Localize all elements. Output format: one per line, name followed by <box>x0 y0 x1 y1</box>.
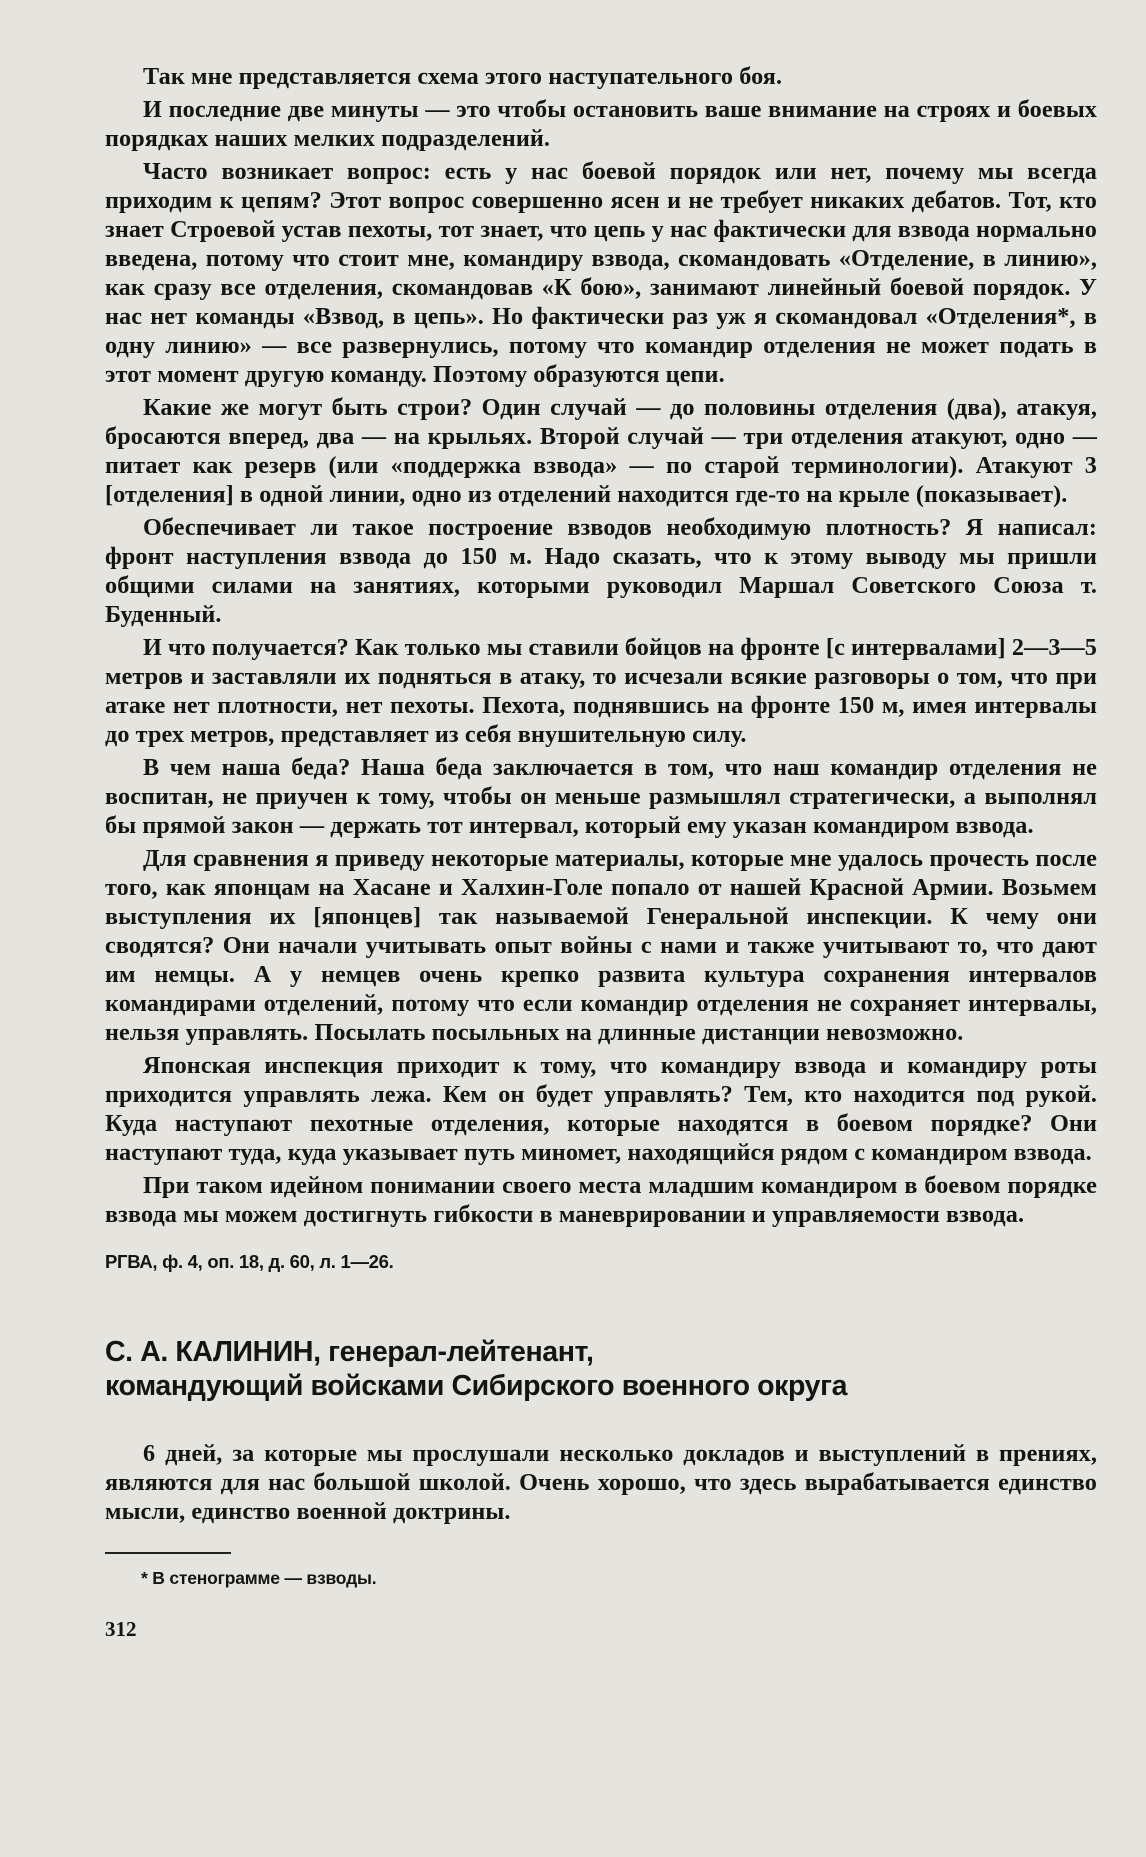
section-text <box>105 1439 1097 1526</box>
section-heading-line-2: командующий войсками Сибирского военного округа <box>105 1370 848 1402</box>
page-number: 312 <box>105 1617 137 1641</box>
paragraph-5: Обеспечивает ли такое построение взводов необходимую плотность? Я написал: фронт наступления взвода до 150 м. Надо сказать, что к этому выводу мы пришли общими силами на занятиях, которыми руководил Маршал Советского Союза т. Буденный. <box>105 514 1097 628</box>
footnote-divider <box>105 1552 231 1554</box>
paragraph-2: И последние две минуты — это чтобы остановить ваше внимание на строях и боевых порядках наших мелких подразделений. <box>105 96 1097 152</box>
paragraph-4: Какие же могут быть строи? Один случай — до половины отделения (два), атакуя, бросаются вперед, два — на крыльях. Второй случай — три отделения атакуют, одно — питает как резерв (или «поддержка взвода» — по старой терминологии). Атакуют 3 [отделения] в одной линии, одно из отделений находится где-то на крыле (показывает). <box>105 394 1097 508</box>
section-heading <box>105 1335 1097 1403</box>
paragraph-8: Для сравнения я приведу некоторые материалы, которые мне удалось прочесть после того, как японцам на Хасане и Халхин-Голе попало от нашей Красной Армии. Возьмем выступления их [японцев] так называемой Генеральной инспекции. К чему они сводятся? Они начали учитывать опыт войны с нами и также учитывают то, что дают им немцы. А у немцев очень крепко развита культура сохранения интервалов командирами отделений, потому что если командир отделения не сохраняет интервалы, нельзя управлять. Посылать посыльных на длинные дистанции невозможно. <box>105 845 1097 1046</box>
paragraph-9: Японская инспекция приходит к тому, что командиру взвода и командиру роты приходится управлять лежа. Кем он будет управлять? Тем, кто находится под рукой. Куда наступают пехотные отделения, которые находятся в боевом порядке? Они наступают туда, куда указывает путь миномет, находящийся рядом с командиром взвода. <box>105 1052 1097 1166</box>
paragraph-3: Часто возникает вопрос: есть у нас боевой порядок или нет, почему мы всегда приходим к цепям? Этот вопрос совершенно ясен и не требует никаких дебатов. Тот, кто знает Строевой устав пехоты, тот знает, что цепь у нас фактически для взвода нормально введена, потому что стоит мне, командиру взвода, скомандовать «Отделение, в линию», как сразу все отделения, скомандовав «К бою», занимают линейный боевой порядок. У нас нет команды «Взвод, в цепь». Но фактически раз уж я скомандовал «Отделения*, в одну линию» — все развернулись, потому что командир отделения не может подать в этот момент другую команду. Поэтому образуются цепи. <box>105 158 1097 388</box>
section-heading-line-1: С. А. КАЛИНИН, генерал-лейтенант, <box>105 1336 594 1368</box>
paragraph-1: Так мне представляется схема этого наступательного боя. <box>143 63 783 90</box>
footnote: * В стенограмме — взводы. <box>141 1568 377 1588</box>
main-text <box>105 62 1097 1229</box>
paragraph-7: В чем наша беда? Наша беда заключается в том, что наш командир отделения не воспитан, не приучен к тому, чтобы он меньше размышлял стратегически, а выполнял бы прямой закон — держать тот интервал, который ему указан командиром взвода. <box>105 754 1097 839</box>
archive-source-reference: РГВА, ф. 4, оп. 18, д. 60, л. 1—26. <box>105 1251 394 1272</box>
paragraph-10: При таком идейном понимании своего места младшим командиром в боевом порядке взвода мы можем достигнуть гибкости в маневрировании и управляемости взвода. <box>105 1172 1097 1228</box>
section-paragraph-1: 6 дней, за которые мы прослушали несколько докладов и выступлений в прениях, являются для нас большой школой. Очень хорошо, что здесь вырабатывается единство мысли, единство военной доктрины. <box>105 1440 1097 1525</box>
paragraph-6: И что получается? Как только мы ставили бойцов на фронте [с интервалами] 2—3—5 метров и заставляли их подняться в атаку, то исчезали всякие разговоры о том, что при атаке нет плотности, нет пехоты. Пехота, поднявшись на фронте 150 м, имея интервалы до трех метров, представляет из себя внушительную силу. <box>105 634 1097 748</box>
document-page <box>105 62 1097 1842</box>
